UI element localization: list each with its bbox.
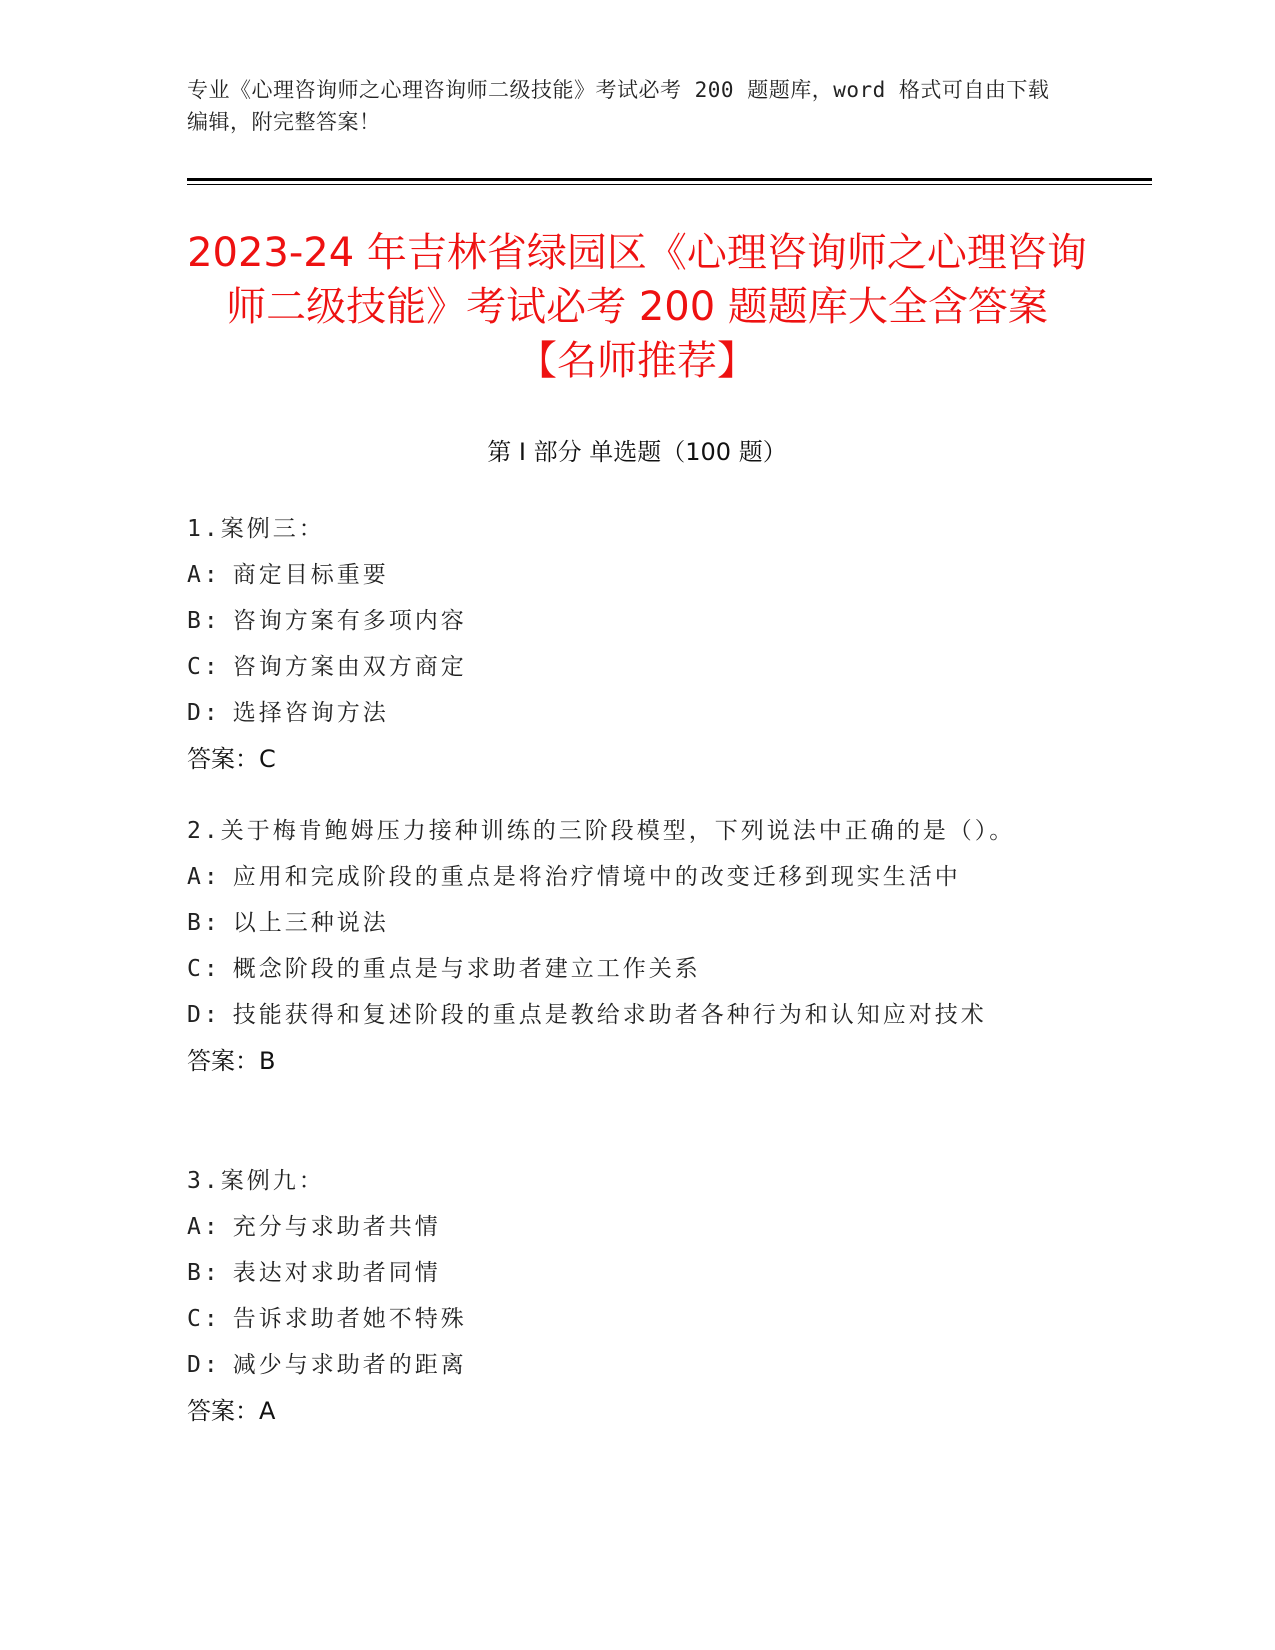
- option-text: 选择咨询方法: [232, 700, 389, 726]
- question-2: [187, 808, 1067, 1084]
- option-key: B:: [187, 910, 221, 936]
- option-text: 减少与求助者的距离: [232, 1352, 467, 1378]
- question-stem: 3.案例九：: [187, 1168, 325, 1194]
- option-b: [187, 900, 1067, 946]
- question-3: [187, 1158, 1067, 1434]
- option-b: [187, 598, 1067, 644]
- option-text: 表达对求助者同情: [232, 1260, 441, 1286]
- option-text: 技能获得和复述阶段的重点是教给求助者各种行为和认知应对技术: [232, 1002, 987, 1028]
- option-c: [187, 644, 1067, 690]
- question-1: [187, 506, 1067, 782]
- option-text: 咨询方案由双方商定: [232, 654, 467, 680]
- option-key: B:: [187, 608, 221, 634]
- answer-line: 答案：B: [187, 1047, 276, 1075]
- option-key: C:: [187, 956, 221, 982]
- option-a: [187, 1204, 1067, 1250]
- option-key: A:: [187, 1214, 221, 1240]
- option-text: 概念阶段的重点是与求助者建立工作关系: [232, 956, 701, 982]
- option-a: [187, 854, 1067, 900]
- answer-line: 答案：A: [187, 1397, 276, 1425]
- question-stem: 1.案例三：: [187, 516, 325, 542]
- option-key: C:: [187, 1306, 221, 1332]
- option-key: D:: [187, 700, 221, 726]
- option-text: 以上三种说法: [232, 910, 389, 936]
- option-b: [187, 1250, 1067, 1296]
- header-divider-thin: [187, 184, 1152, 185]
- question-stem: 2.关于梅肯鲍姆压力接种训练的三阶段模型，下列说法中正确的是（）。: [187, 818, 1016, 844]
- option-c: [187, 946, 1067, 992]
- option-c: [187, 1296, 1067, 1342]
- option-key: C:: [187, 654, 221, 680]
- option-d: [187, 992, 1067, 1038]
- answer-line: 答案：C: [187, 745, 276, 773]
- option-key: A:: [187, 864, 221, 890]
- option-d: [187, 1342, 1067, 1388]
- header-divider-thick: [187, 178, 1152, 181]
- option-key: D:: [187, 1002, 221, 1028]
- option-d: [187, 690, 1067, 736]
- option-text: 商定目标重要: [232, 562, 389, 588]
- option-key: A:: [187, 562, 221, 588]
- section-title: 第 I 部分 单选题（100 题）: [487, 438, 787, 466]
- option-key: D:: [187, 1352, 221, 1378]
- option-text: 咨询方案有多项内容: [232, 608, 467, 634]
- document-title: 2023-24 年吉林省绿园区《心理咨询师之心理咨询师二级技能》考试必考 200 题题库大全含答案【名师推荐】: [187, 230, 1087, 384]
- header-note: 专业《心理咨询师之心理咨询师二级技能》考试必考 200 题题库，word 格式可自由下载编辑，附完整答案！: [187, 78, 1050, 134]
- option-a: [187, 552, 1067, 598]
- option-text: 应用和完成阶段的重点是将治疗情境中的改变迁移到现实生活中: [232, 864, 961, 890]
- option-text: 告诉求助者她不特殊: [232, 1306, 467, 1332]
- option-text: 充分与求助者共情: [232, 1214, 441, 1240]
- option-key: B:: [187, 1260, 221, 1286]
